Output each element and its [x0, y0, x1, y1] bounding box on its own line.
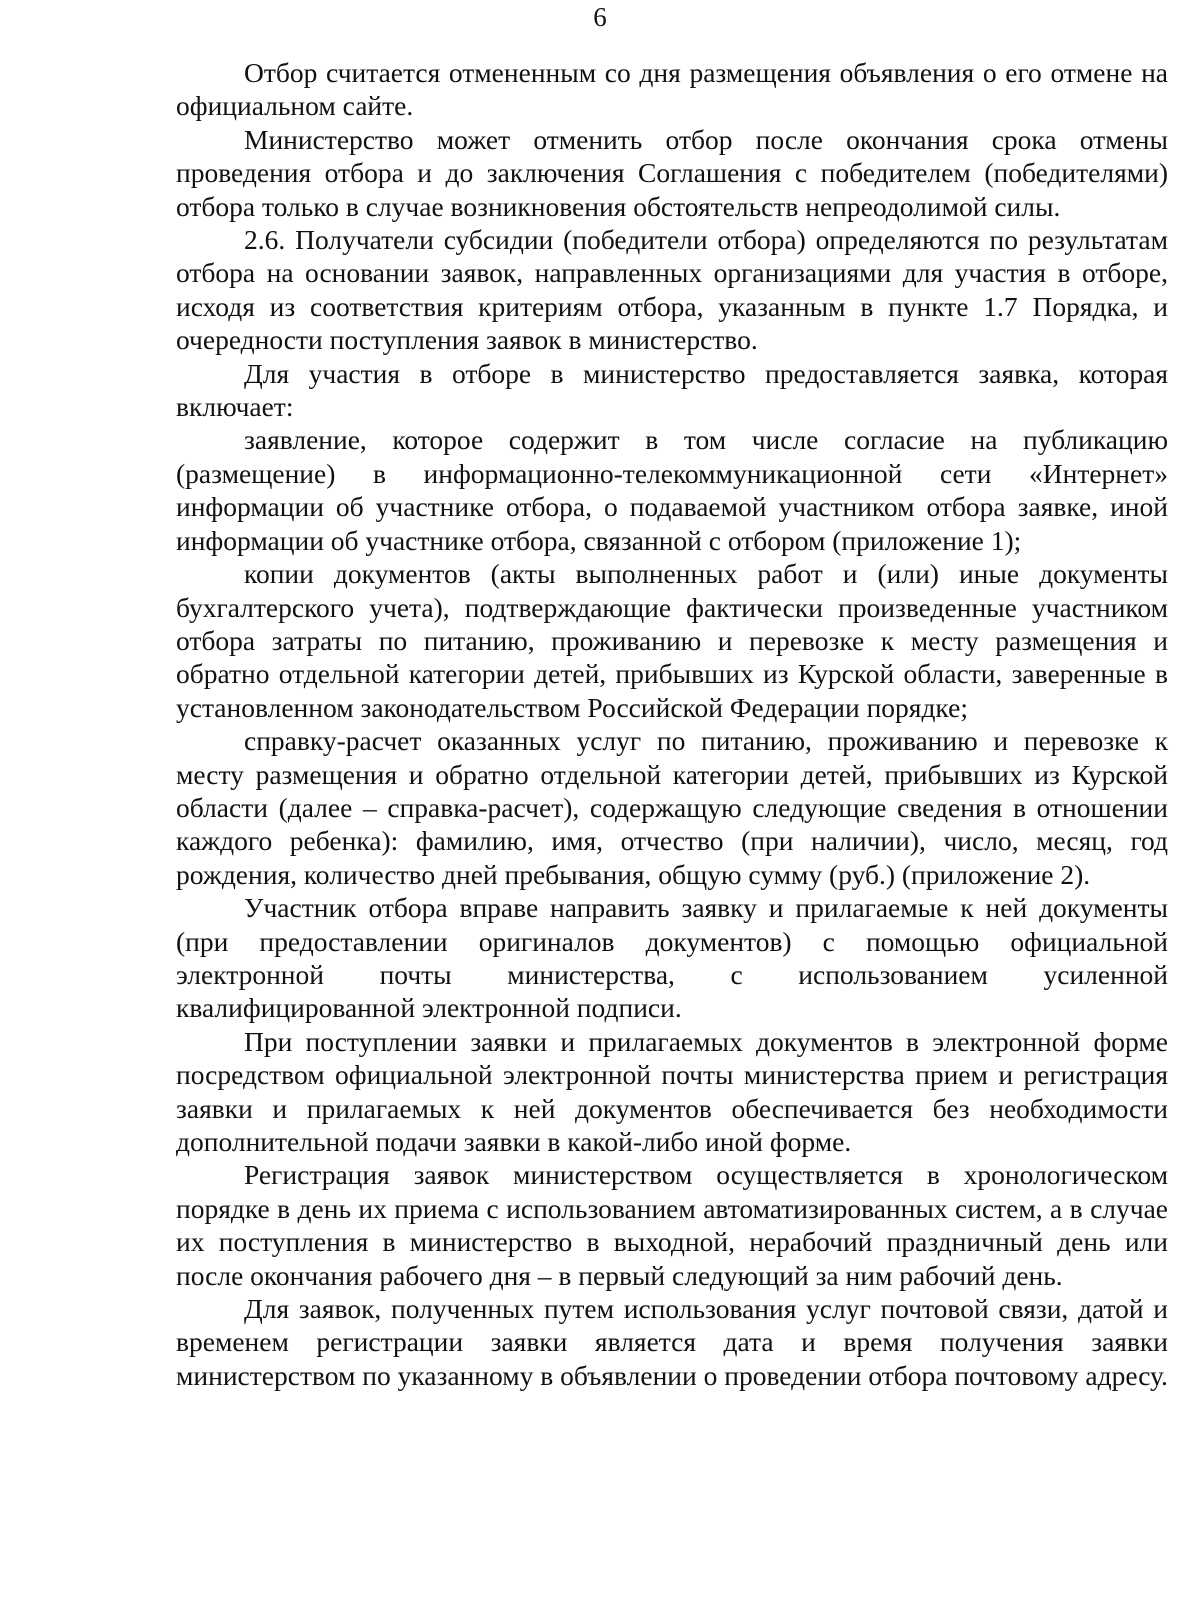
paragraph: Для заявок, полученных путем использования услуг почтовой связи, датой и временем регистрации заявки является дата и время получения заявки министерством по указанному в объявлении о проведении отбора почтовому адресу. [176, 1293, 1168, 1391]
paragraph: Министерство может отменить отбор после окончания срока отмены проведения отбора и до заключения Соглашения с победителем (победителями) отбора только в случае возникновения обстоятельств непреодолимой силы. [176, 123, 1168, 222]
paragraph: Участник отбора вправе направить заявку и прилагаемые к ней документы (при предоставлении оригиналов документов) с помощью официальной электронной почты министерства, с использованием усиленной квалифицированной электронной подписи. [176, 892, 1168, 1024]
paragraph: 2.6. Получатели субсидии (победители отбора) определяются по результатам отбора на основании заявок, направленных организациями для участия в отборе, исходя из соответствия критериям отбора, указанным в пункте 1.7 Порядка, и очередности поступления заявок в министерство. [176, 224, 1168, 356]
paragraph: Отбор считается отмененным со дня размещения объявления о его отмене на официальном сайте. [176, 57, 1168, 122]
paragraph: заявление, которое содержит в том числе согласие на публикацию (размещение) в информационно-телекоммуникационной сети «Интернет» информации об участнике отбора, о подаваемой участником отбора заявке, иной информации об участнике отбора, связанной с отбором (приложение 1); [176, 424, 1168, 556]
paragraph: Для участия в отборе в министерство предоставляется заявка, которая включает: [176, 357, 1168, 423]
document-body [176, 56, 1168, 1392]
paragraph: При поступлении заявки и прилагаемых документов в электронной форме посредством официальной электронной почты министерства прием и регистрация заявки и прилагаемых к ней документов обеспечивается без необходимости дополнительной подачи заявки в какой-либо иной форме. [176, 1025, 1168, 1157]
paragraph: Регистрация заявок министерством осуществляется в хронологическом порядке в день их приема с использованием автоматизированных систем, а в случае их поступления в министерство в выходной, нерабочий праздничный день или после окончания рабочего дня – в первый следующий за ним рабочий день. [176, 1159, 1168, 1291]
page-number: 6 [593, 2, 607, 32]
paragraph: копии документов (акты выполненных работ и (или) иные документы бухгалтерского учета), подтверждающие фактически произведенные участником отбора затраты по питанию, проживанию и перевозке к месту размещения и обратно отдельной категории детей, прибывших из Курской области, заверенные в установленном законодательством Российской Федерации порядке; [176, 558, 1168, 723]
paragraph: справку-расчет оказанных услуг по питанию, проживанию и перевозке к месту размещения и обратно отдельной категории детей, прибывших из Курской области (далее – справка-расчет), содержащую следующие сведения в отношении каждого ребенка): фамилию, имя, отчество (при наличии), число, месяц, год рождения, количество дней пребывания, общую сумму (руб.) (приложение 2). [176, 725, 1168, 890]
